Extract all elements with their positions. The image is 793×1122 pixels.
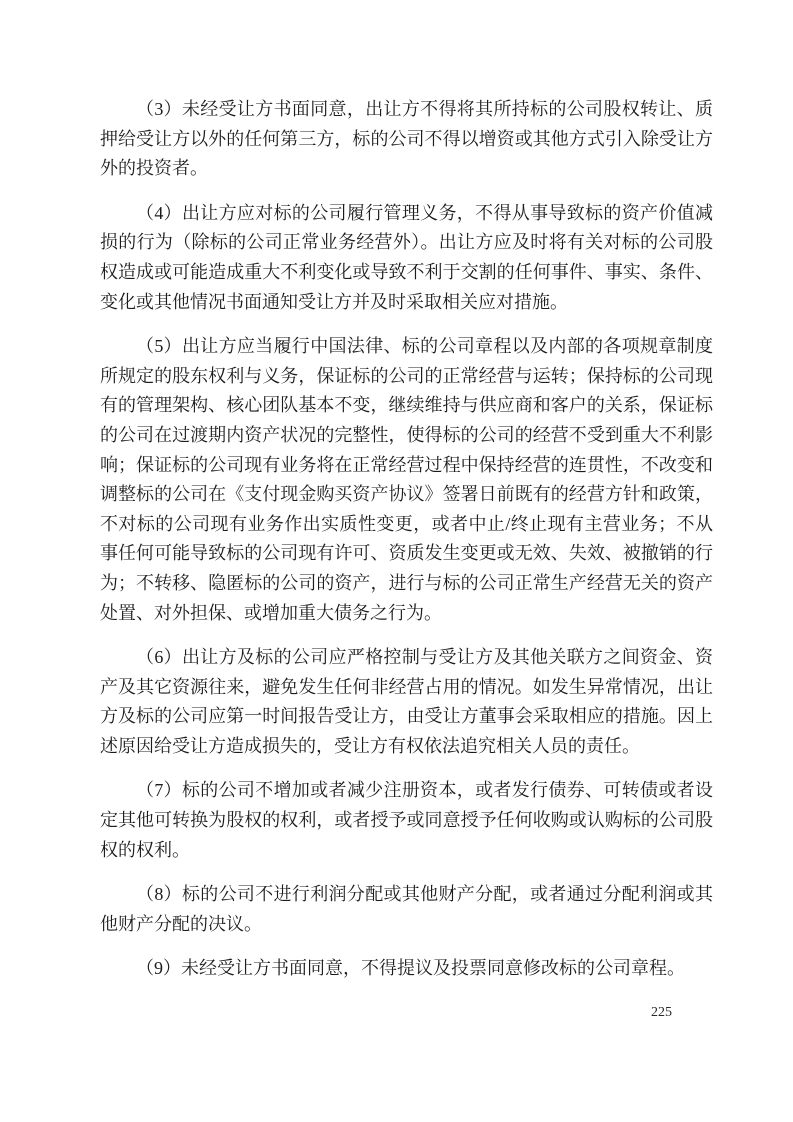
paragraph-clause-7: （7）标的公司不增加或者减少注册资本，或者发行债券、可转债或者设定其他可转换为股权的权利，或者授予或同意授予任何收购或认购标的公司股权的权利。 bbox=[100, 780, 713, 860]
paragraph-clause-8: （8）标的公司不进行利润分配或其他财产分配，或者通过分配利润或其他财产分配的决议。 bbox=[100, 884, 713, 934]
page-footer bbox=[0, 1003, 672, 1022]
paragraph-clause-4: （4）出让方应对标的公司履行管理义务，不得从事导致标的资产价值减损的行为（除标的公司正常业务经营外）。出让方应及时将有关对标的公司股权造成或可能造成重大不利变化或导致不利于交割的任何事件、事实、条件、变化或其他情况书面通知受让方并及时采取相关应对措施。 bbox=[100, 202, 713, 312]
paragraph-clause-6: （6）出让方及标的公司应严格控制与受让方及其他关联方之间资金、资产及其它资源往来，避免发生任何非经营占用的情况。如发生异常情况，出让方及标的公司应第一时间报告受让方，由受让方董事会采取相应的措施。因上述原因给受让方造成损失的，受让方有权依法追究相关人员的责任。 bbox=[100, 647, 713, 756]
paragraph-clause-3: （3）未经受让方书面同意，出让方不得将其所持标的公司股权转让、质押给受让方以外的任何第三方，标的公司不得以增资或其他方式引入除受让方外的投资者。 bbox=[100, 99, 713, 179]
paragraph-clause-5: （5）出让方应当履行中国法律、标的公司章程以及内部的各项规章制度所规定的股东权利与义务，保证标的公司的正常经营与运转；保持标的公司现有的管理架构、核心团队基本不变，继续维持与供应商和客户的关系，保证标的公司在过渡期内资产状况的完整性，使得标的公司的经营不受到重大不利影响；保证标的公司现有业务将在正常经营过程中保持经营的连贯性，不改变和调整标的公司在《支付现金购买资产协议》签署日前既有的经营方针和政策，不对标的公司现有业务作出实质性变更，或者中止/终止现有主营业务；不从事任何可能导致标的公司现有许可、资质发生变更或无效、失效、被撤销的行为；不转移、隐匿标的公司的资产，进行与标的公司正常生产经营无关的资产处置、对外担保、或增加重大债务之行为。 bbox=[100, 336, 713, 623]
paragraph-clause-9: （9）未经受让方书面同意，不得提议及投票同意修改标的公司章程。 bbox=[136, 958, 685, 979]
document-body bbox=[100, 95, 713, 999]
page-number: 225 bbox=[651, 1005, 672, 1020]
